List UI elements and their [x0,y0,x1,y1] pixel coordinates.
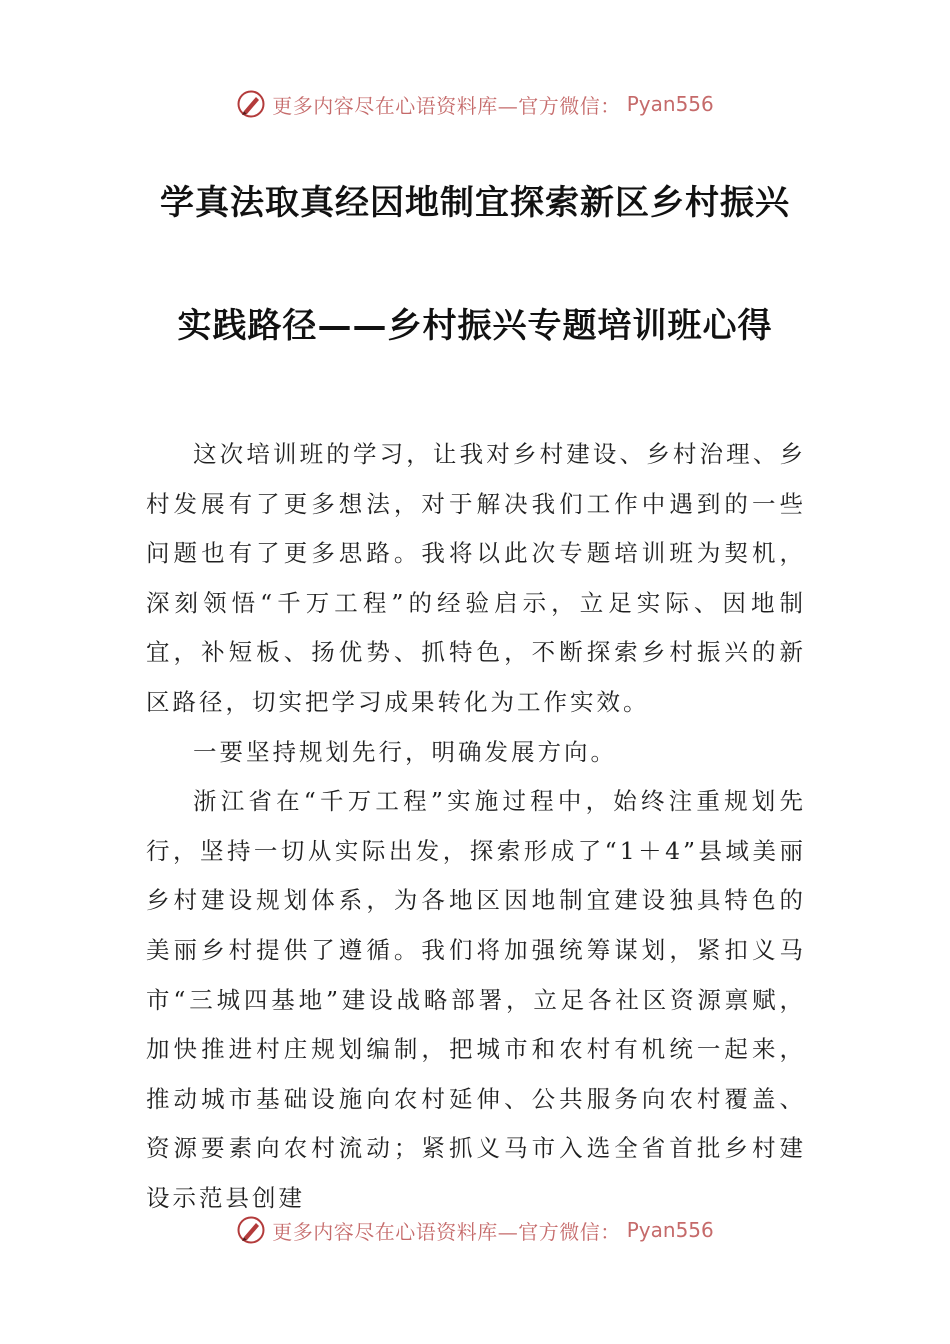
watermark-banner-bottom [0,1210,950,1250]
document-title-line-2: 实践路径——乡村振兴专题培训班心得 [177,306,773,346]
pen-logo-icon [236,1215,266,1245]
document-title-line-1: 学真法取真经因地制宜探索新区乡村振兴 [160,183,790,223]
watermark-text: 更多内容尽在心语资料库—官方微信： [272,1219,621,1244]
paragraph-heading-1: 一要坚持规划先行，明确发展方向。 [193,737,617,766]
watermark-id: Pyan556 [626,1218,714,1242]
document-body [146,430,806,1224]
pen-logo-icon [236,89,266,119]
watermark-banner-top [0,84,950,124]
watermark-id: Pyan556 [626,92,714,116]
paragraph-planning: 浙江省在“千万工程”实施过程中，始终注重规划先行，坚持一切从实际出发，探索形成了“1＋4”县域美丽乡村建设规划体系，为各地区因地制宜建设独具特色的美丽乡村提供了遵循。我们将加强统筹谋划，紧扣义马市“三城四基地”建设战略部署，立足各社区资源禀赋，加快推进村庄规划编制，把城市和农村有机统一起来，推动城市基础设施向农村延伸、公共服务向农村覆盖、资源要素向农村流动；紧抓义马市入选全省首批乡村建设示范县创建 [146,787,806,1212]
paragraph-intro: 这次培训班的学习，让我对乡村建设、乡村治理、乡村发展有了更多想法，对于解决我们工作中遇到的一些问题也有了更多思路。我将以此次专题培训班为契机，深刻领悟“千万工程”的经验启示，立足实际、因地制宜，补短板、扬优势、抓特色，不断探索乡村振兴的新区路径，切实把学习成果转化为工作实效。 [146,440,806,716]
watermark-text: 更多内容尽在心语资料库—官方微信： [272,93,621,118]
